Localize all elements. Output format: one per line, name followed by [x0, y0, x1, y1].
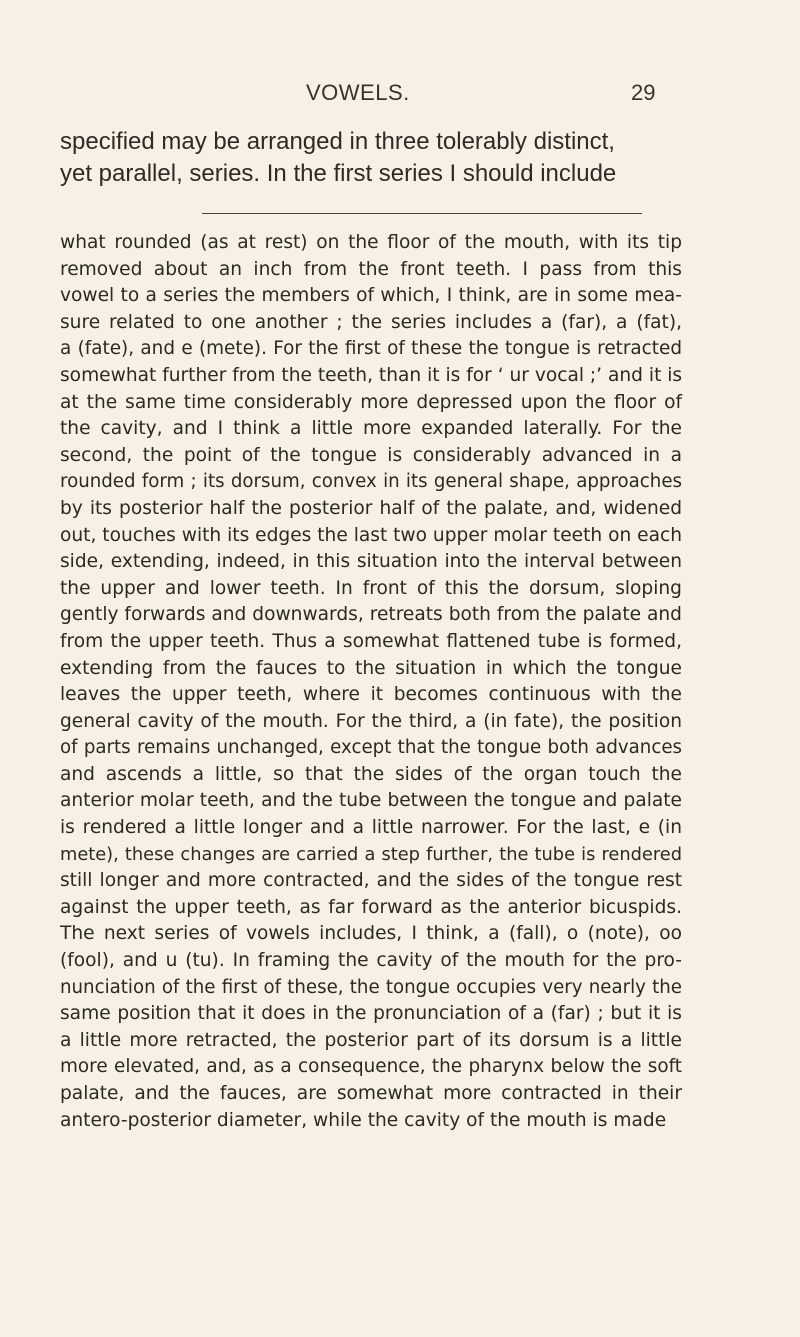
text-line: gently forwards and downwards, retreats both from the palate and — [60, 604, 682, 626]
text-line: side, extending, indeed, in this situation into the interval between — [60, 551, 682, 573]
text-line: mete), these changes are carried a step further, the tube is rendered — [60, 843, 682, 865]
text-line: sure related to one another ; the series includes a (far), a (fat), — [60, 311, 682, 333]
text-line: vowel to a series the members of which, I think, are in some mea- — [60, 285, 682, 307]
page-header — [0, 80, 800, 116]
text-line: of parts remains unchanged, except that the tongue both advances — [60, 737, 682, 759]
text-line: against the upper teeth, as far forward as the anterior bicuspids. — [60, 896, 682, 918]
text-line: at the same time considerably more depressed upon the floor of — [60, 391, 682, 413]
text-line: anterior molar teeth, and the tube between the tongue and palate — [60, 790, 682, 812]
text-line: general cavity of the mouth. For the third, a (in fate), the position — [60, 710, 682, 732]
text-line: by its posterior half the posterior half of the palate, and, widened — [60, 497, 682, 519]
text-line: out, touches with its edges the last two upper molar teeth on each — [60, 524, 682, 546]
body-paragraph — [60, 230, 682, 1134]
text-line: specified may be arranged in three tolerably distinct, — [60, 128, 615, 155]
text-line: a (fate), and e (mete). For the first of these the tongue is retracted — [60, 338, 682, 360]
text-line: antero-posterior diameter, while the cavity of the mouth is made — [60, 1109, 667, 1131]
text-line: somewhat further from the teeth, than it is for ‘ ur vocal ;’ and it is — [60, 364, 683, 386]
text-line: what rounded (as at rest) on the floor of the mouth, with its tip — [60, 232, 682, 253]
text-line: nunciation of the first of these, the tongue occupies very nearly the — [60, 976, 682, 998]
text-line: the cavity, and I think a little more expanded laterally. For the — [60, 418, 682, 440]
text-line: the upper and lower teeth. In front of this the dorsum, sloping — [60, 577, 682, 599]
text-line: yet parallel, series. In the first series I should include — [60, 160, 617, 187]
text-line: second, the point of the tongue is considerably advanced in a — [60, 444, 682, 466]
text-line: still longer and more contracted, and the sides of the tongue rest — [60, 870, 682, 892]
text-line: and ascends a little, so that the sides of the organ touch the — [60, 763, 682, 785]
text-line: (fool), and u (tu). In framing the cavity of the mouth for the pro- — [60, 950, 682, 972]
text-line: is rendered a little longer and a little narrower. For the last, e (in — [60, 817, 682, 839]
text-line: extending from the fauces to the situation in which the tongue — [60, 657, 682, 679]
text-line: leaves the upper teeth, where it becomes continuous with the — [60, 684, 682, 706]
text-line: from the upper teeth. Thus a somewhat flattened tube is formed, — [60, 630, 682, 652]
text-line: rounded form ; its dorsum, convex in its general shape, approaches — [60, 471, 682, 493]
text-line: The next series of vowels includes, I think, a (fall), o (note), oo — [60, 923, 682, 945]
text-line: palate, and the fauces, are somewhat more contracted in their — [60, 1083, 682, 1104]
carryover-text — [60, 126, 680, 190]
text-line: same position that it does in the pronunciation of a (far) ; but it is — [60, 1003, 682, 1025]
running-title: VOWELS. — [306, 80, 410, 105]
text-line: a little more retracted, the posterior part of its dorsum is a little — [60, 1029, 682, 1051]
divider-rule — [202, 213, 642, 214]
page-number: 29 — [631, 80, 656, 105]
text-line: more elevated, and, as a consequence, the pharynx below the soft — [60, 1056, 682, 1078]
text-line: removed about an inch from the front teeth. I pass from this — [60, 258, 682, 280]
